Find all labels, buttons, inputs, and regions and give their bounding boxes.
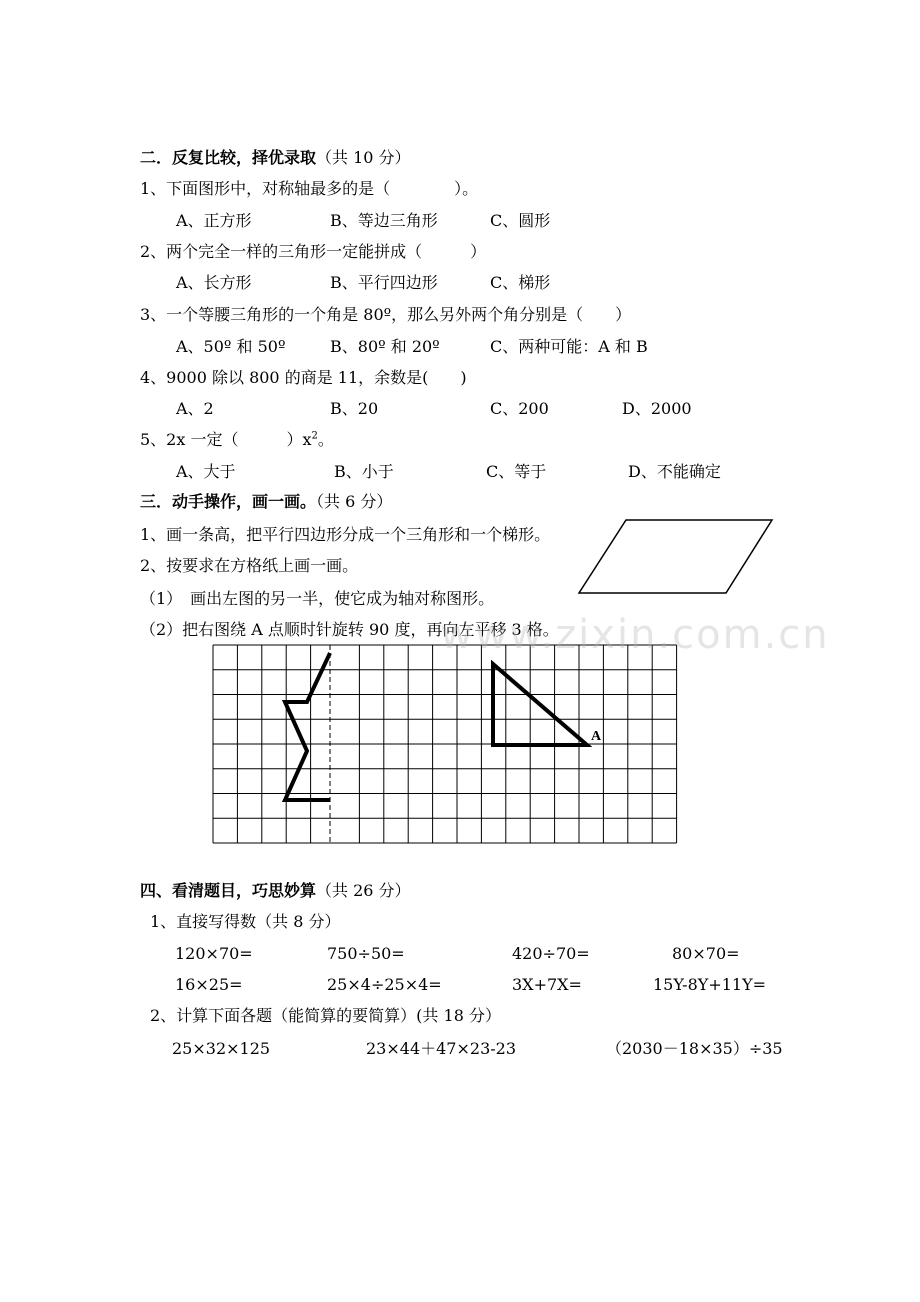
- calc-problem-1: 25×32×125: [172, 1039, 271, 1058]
- q4-option-b: B、20: [330, 399, 379, 418]
- oral-calc-1: 120×70=: [175, 944, 253, 963]
- q5-option-c: C、等于: [486, 462, 547, 481]
- oral-calc-6: 25×4÷25×4=: [327, 975, 442, 994]
- sub-question-1: 1、直接写得数（共 8 分）: [150, 912, 341, 931]
- q4-option-c: C、200: [490, 399, 549, 418]
- q1-option-a: A、正方形: [176, 211, 252, 230]
- section-3-title: 三．动手操作，画一画。: [140, 492, 317, 511]
- q4-option-d: D、2000: [622, 399, 692, 418]
- q5-option-b: B、小于: [334, 462, 394, 481]
- q3-stem: 3、一个等腰三角形的一个角是 80º，那么另外两个角分别是（ ）: [140, 305, 632, 324]
- q4-option-a: A、2: [176, 399, 214, 418]
- q5-option-d: D、不能确定: [628, 462, 721, 481]
- oral-calc-8: 15Y-8Y+11Y=: [653, 975, 767, 994]
- q1-stem: 1、下面图形中，对称轴最多的是（ ）。: [140, 179, 479, 198]
- point-a-label: A: [591, 729, 602, 744]
- oral-calc-4: 80×70=: [672, 944, 740, 963]
- q2-option-c: C、梯形: [490, 273, 551, 292]
- parallelogram-figure: [579, 520, 772, 593]
- q5-stem-end: 。: [317, 430, 334, 449]
- section-3-score: （共 6 分）: [316, 492, 393, 511]
- sub-question-2: 2、计算下面各题（能简算的要简算）(共 18 分）: [150, 1006, 501, 1025]
- q4-stem: 4、9000 除以 800 的商是 11，余数是( ): [140, 368, 467, 387]
- section-4-score: （共 26 分）: [316, 881, 411, 900]
- section-4-heading: [140, 881, 411, 901]
- oral-calc-2: 750÷50=: [327, 944, 405, 963]
- half-figure: [285, 653, 330, 800]
- oral-calc-3: 420÷70=: [512, 944, 590, 963]
- q2-stem: 2、两个完全一样的三角形一定能拼成（ ）: [140, 242, 487, 261]
- task-2: 2、按要求在方格纸上画一画。: [140, 556, 359, 575]
- q2-option-a: A、长方形: [176, 273, 252, 292]
- q1-option-b: B、等边三角形: [330, 211, 438, 230]
- oral-calc-7: 3X+7X=: [512, 975, 582, 994]
- q1-option-c: C、圆形: [490, 211, 551, 230]
- section-4-title: 四、看清题目，巧思妙算: [140, 881, 317, 900]
- watermark: www.zixin.com.cn: [440, 612, 830, 658]
- q3-option-c: C、两种可能：A 和 B: [490, 337, 648, 356]
- q5-exponent: 2: [311, 430, 318, 442]
- q2-option-b: B、平行四边形: [330, 273, 438, 292]
- q3-option-a: A、50º 和 50º: [176, 337, 286, 356]
- section-2-score: （共 10 分）: [316, 148, 411, 167]
- grid-paper: [213, 645, 677, 843]
- calc-problem-2: 23×44＋47×23-23: [366, 1039, 517, 1058]
- calc-problem-3: （2030－18×35）÷35: [606, 1039, 783, 1058]
- q3-option-b: B、80º 和 20º: [330, 337, 440, 356]
- q5-option-a: A、大于: [176, 462, 236, 481]
- task-1: 1、画一条高，把平行四边形分成一个三角形和一个梯形。: [140, 525, 551, 544]
- task-2-2: （2）把右图绕 A 点顺时针旋转 90 度，再向左平移 3 格。: [140, 620, 559, 639]
- oral-calc-5: 16×25=: [175, 975, 243, 994]
- right-triangle-figure: [493, 664, 587, 745]
- q5-stem-text: 5、2x 一定（ ）x: [140, 430, 312, 449]
- task-2-1: （1） 画出左图的另一半，使它成为轴对称图形。: [140, 589, 495, 608]
- section-2-title: 二．反复比较，择优录取: [140, 148, 317, 167]
